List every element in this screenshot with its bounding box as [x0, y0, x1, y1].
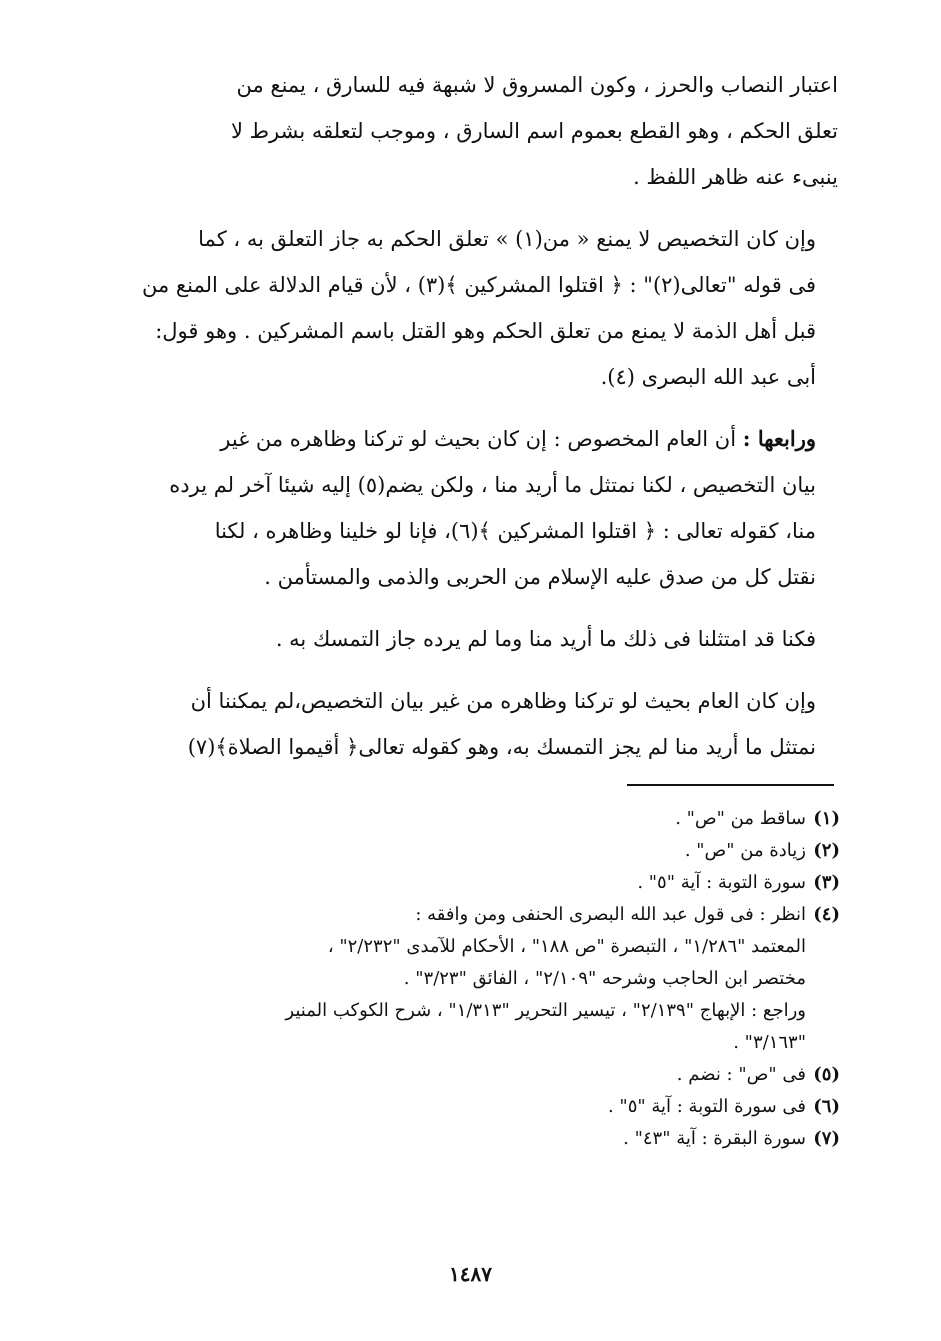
paragraph-1: [120, 62, 838, 200]
text-line: وإن كان العام بحيث لو تركنا وظاهره من غير بيان التخصيص،لم يمكننا أن: [190, 689, 816, 713]
footnote: [120, 1091, 840, 1123]
section-lead: ورابعها :: [742, 426, 816, 451]
footnote-text: انظر : فى قول عبد الله البصرى الحنفى ومن وافقه :: [415, 904, 806, 925]
text-line: أبى عبد الله البصرى (٤).: [600, 365, 816, 389]
footnote: [120, 1123, 840, 1155]
page-number: ١٤٨٧: [449, 1262, 492, 1286]
footnotes: [120, 803, 840, 1155]
footnote: [120, 899, 840, 931]
footnote-text: سورة التوبة : آية "٥" .: [637, 872, 806, 893]
footnote-number: (٦): [813, 1096, 840, 1117]
text-line: بيان التخصيص ، لكنا نمتثل ما أريد منا ، ولكن يضم(٥) إليه شيئا آخر لم يرده: [169, 473, 816, 497]
paragraph-4: [120, 616, 838, 662]
text-line: وإن كان التخصيص لا يمنع « من(١) » تعلق الحكم به جاز التعلق به ، كما: [198, 227, 816, 251]
footnote: [120, 1059, 840, 1091]
footnote: [120, 835, 840, 867]
footnote-text: زيادة من "ص" .: [684, 840, 806, 861]
reference-line: المعتمد "١/٢٨٦" ، التبصرة "ص ١٨٨" ، الأحكام للآمدى "٢/٢٣٢" ،: [327, 936, 806, 957]
footnote-number: (٤): [813, 904, 840, 925]
text-line: فكنا قد امتثلنا فى ذلك ما أريد منا وما لم يرده جاز التمسك به .: [275, 627, 816, 651]
text-line: منا، كقوله تعالى : ﴿ اقتلوا المشركين ﴾(٦)، فإنا لو خلينا وظاهره ، لكنا: [214, 519, 816, 543]
footnote-number: (٣): [813, 872, 840, 893]
footnote-text: سورة البقرة : آية "٤٣" .: [623, 1128, 806, 1149]
paragraph-2: [120, 216, 838, 400]
footnote-number: (٢): [813, 840, 840, 861]
footnote: [120, 803, 840, 835]
footnote-number: (١): [813, 808, 840, 829]
footnote-number: (٥): [813, 1064, 840, 1085]
footnote-text: فى "ص" : نضم .: [676, 1064, 806, 1085]
text-line: نمتثل ما أريد منا لم يجز التمسك به، وهو كقوله تعالى﴿ أقيموا الصلاة﴾(٧): [187, 735, 816, 759]
paragraph-3: [120, 416, 838, 600]
footnote-text: ساقط من "ص" .: [675, 808, 806, 829]
text-line: ينبىء عنه ظاهر اللفظ .: [633, 165, 838, 189]
text-line: تعلق الحكم ، وهو القطع بعموم اسم السارق ، وموجب لتعلقه بشرط لا: [230, 119, 838, 143]
reference-line: مختصر ابن الحاجب وشرحه "٢/١٠٩" ، الفائق "٣/٢٣" .: [403, 968, 806, 989]
text-line: فى قوله "تعالى(٢)" : ﴿ اقتلوا المشركين ﴾(٣) ، لأن قيام الدلالة على المنع من: [142, 273, 816, 297]
text-line: نقتل كل من صدق عليه الإسلام من الحربى والذمى والمستأمن .: [264, 565, 816, 589]
text-fragment: أن العام المخصوص : إن كان بحيث لو تركنا وظاهره من غير: [220, 427, 737, 451]
text-line: اعتبار النصاب والحرز ، وكون المسروق لا شبهة فيه للسارق ، يمنع من: [236, 73, 838, 97]
text-line: [120, 416, 838, 462]
footnote-separator: [627, 784, 834, 786]
footnote-number: (٧): [813, 1128, 840, 1149]
footnote: [120, 867, 840, 899]
reference-line: وراجع : الإبهاج "٢/١٣٩" ، تيسير التحرير "١/٣١٣" ، شرح الكوكب المنير: [285, 1000, 806, 1021]
paragraph-5: [120, 678, 838, 770]
footnote-references: [120, 931, 840, 1059]
reference-line: "٣/١٦٣" .: [733, 1032, 806, 1053]
text-line: قبل أهل الذمة لا يمنع من تعلق الحكم وهو القتل باسم المشركين . وهو قول:: [155, 319, 816, 343]
footnote-text: فى سورة التوبة : آية "٥" .: [607, 1096, 806, 1117]
main-text: [120, 62, 838, 770]
